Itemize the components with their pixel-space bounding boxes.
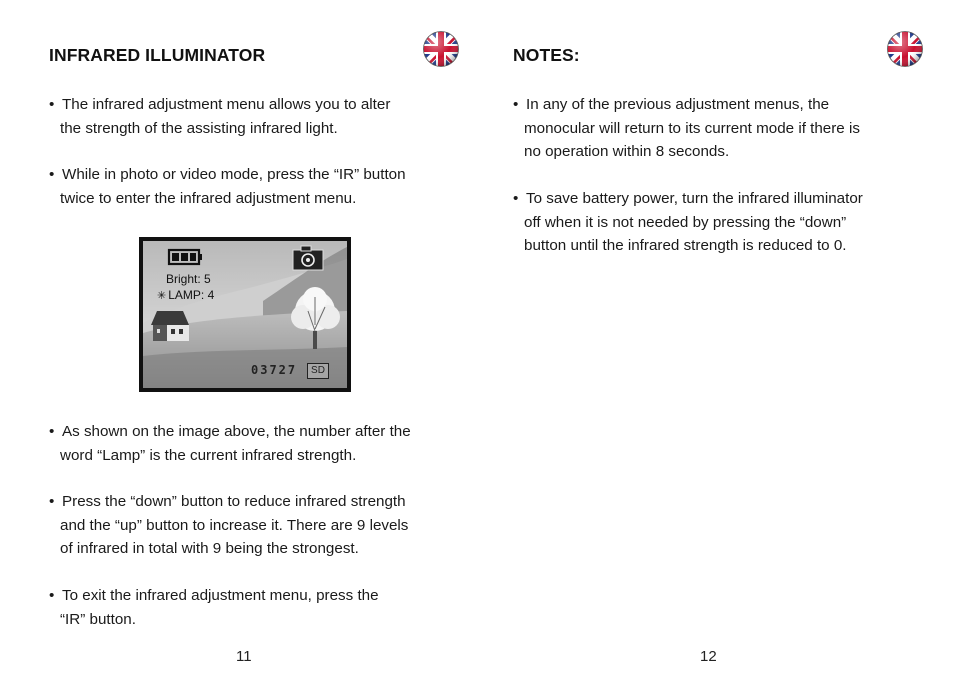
bullet-item: • In any of the previous adjustment menus, the monocular will return to its current mode if there is no operation within 8 seconds.	[513, 93, 913, 164]
right-page	[477, 0, 954, 690]
shot-counter: 03727	[251, 363, 298, 377]
camera-icon	[293, 246, 323, 270]
bullet-item: • Press the “down” button to reduce infrared strength and the “up” button to increase it. There are 9 levels of infrared in total with 9 being the strongest.	[49, 490, 449, 561]
bullet-item: • To exit the infrared adjustment menu, press the “IR” button.	[49, 584, 449, 631]
page-number: 11	[236, 648, 252, 665]
ir-lamp-icon: ✳	[157, 290, 167, 302]
uk-flag-icon	[886, 30, 924, 68]
bullet-item: • As shown on the image above, the number after the word “Lamp” is the current infrared strength.	[49, 420, 449, 467]
page-heading: INFRARED ILLUMINATOR	[49, 45, 266, 65]
uk-flag-icon	[422, 30, 460, 68]
bright-label: Bright: 5	[166, 272, 211, 286]
bullet-item: • To save battery power, turn the infrared illuminator off when it is not needed by pressing the “down” button until the infrared strength is reduced to 0.	[513, 187, 913, 258]
bullet-item: • The infrared adjustment menu allows you to alter the strength of the assisting infrared light.	[49, 93, 449, 140]
camera-screen-image	[139, 237, 351, 392]
page-heading: NOTES:	[513, 45, 580, 65]
bullet-item: • While in photo or video mode, press the “IR” button twice to enter the infrared adjustment menu.	[49, 163, 449, 210]
lamp-label: ✳ LAMP: 4	[157, 288, 215, 302]
sd-card-icon: SD	[307, 363, 329, 379]
page-number: 12	[700, 648, 717, 665]
